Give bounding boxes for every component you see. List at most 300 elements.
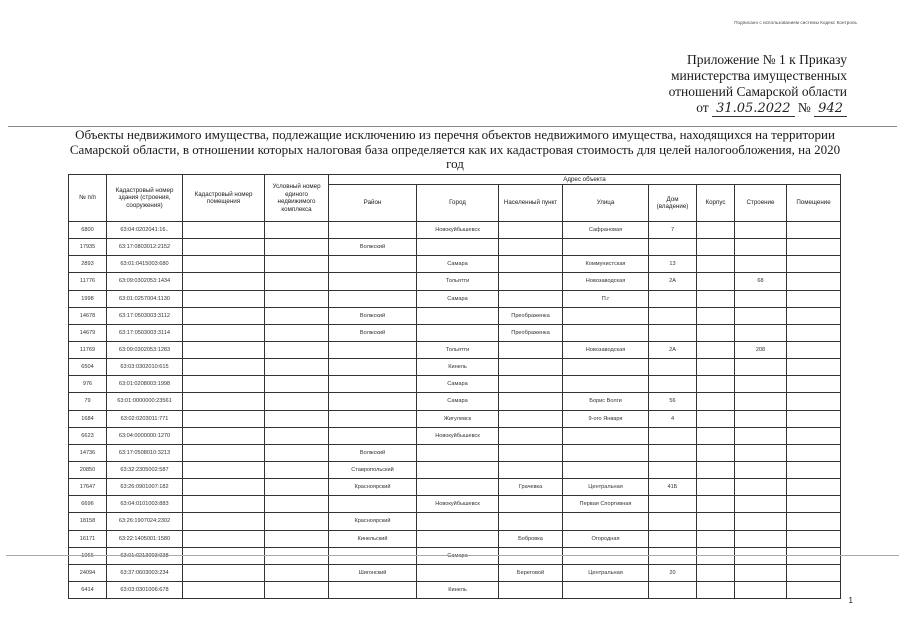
table-row: [69, 427, 841, 444]
cell-city: Новокуйбышевск: [417, 496, 499, 513]
cell-room-cad: [183, 444, 265, 461]
cell-building: [735, 513, 787, 530]
cell-corpus: [697, 461, 735, 478]
cell-corpus: [697, 564, 735, 581]
header-address: Адрес объекта: [329, 175, 841, 185]
cell-room: [787, 256, 841, 273]
cell-n: 11776: [69, 273, 107, 290]
cell-cond: [265, 256, 329, 273]
cell-building: [735, 564, 787, 581]
table-row: [69, 393, 841, 410]
cell-n: 1998: [69, 290, 107, 307]
cell-house: [649, 307, 697, 324]
cell-cad: 63:22:1405001:1580: [107, 530, 183, 547]
cell-n: 976: [69, 376, 107, 393]
cell-street: П.г: [563, 290, 649, 307]
cell-room: [787, 239, 841, 256]
cell-district: [329, 359, 417, 376]
cell-settlement: Бобровка: [499, 530, 563, 547]
cell-house: 4: [649, 410, 697, 427]
cell-settlement: [499, 444, 563, 461]
cell-city: Тольятти: [417, 273, 499, 290]
cell-cad: 63:04:0202041:16..: [107, 222, 183, 239]
cell-street: Бoрис Волги: [563, 393, 649, 410]
cell-cad: 63:17:0508010:3213: [107, 444, 183, 461]
cell-city: [417, 530, 499, 547]
cell-house: 56: [649, 393, 697, 410]
cell-room-cad: [183, 324, 265, 341]
header-corpus: Корпус: [697, 185, 735, 222]
table-body: [69, 222, 841, 599]
cell-city: Кинель: [417, 581, 499, 598]
cell-building: [735, 461, 787, 478]
cell-room-cad: [183, 427, 265, 444]
cell-cad: 63:04:0000000:1270: [107, 427, 183, 444]
cell-building: 68: [735, 273, 787, 290]
cell-settlement: [499, 581, 563, 598]
cell-room: [787, 273, 841, 290]
table-row: [69, 359, 841, 376]
cell-building: [735, 222, 787, 239]
header-district: Район: [329, 185, 417, 222]
cell-room-cad: [183, 530, 265, 547]
cell-cond: [265, 359, 329, 376]
cell-cad: 63:01:0213003:938: [107, 547, 183, 564]
table-row: [69, 307, 841, 324]
cell-settlement: Береговой: [499, 564, 563, 581]
cell-street: [563, 427, 649, 444]
cell-room-cad: [183, 341, 265, 358]
cell-building: [735, 307, 787, 324]
cell-room: [787, 359, 841, 376]
cell-city: [417, 461, 499, 478]
cell-settlement: [499, 427, 563, 444]
cell-cond: [265, 307, 329, 324]
cell-building: [735, 324, 787, 341]
cell-cad: 63:03:0302010:615: [107, 359, 183, 376]
cell-cond: [265, 513, 329, 530]
cell-street: Центральная: [563, 564, 649, 581]
cell-corpus: [697, 239, 735, 256]
cell-building: [735, 444, 787, 461]
cell-district: [329, 256, 417, 273]
cell-building: [735, 479, 787, 496]
cell-city: [417, 479, 499, 496]
cell-building: [735, 290, 787, 307]
cell-cad: 63:01:0257004:1130: [107, 290, 183, 307]
cell-cad: 63:01:0000000:23561: [107, 393, 183, 410]
table-row: [69, 496, 841, 513]
cell-cond: [265, 222, 329, 239]
cell-settlement: [499, 513, 563, 530]
signature-watermark: Подписано с использованием системы Кодекс Контроль: [734, 20, 857, 25]
cell-room-cad: [183, 376, 265, 393]
cell-street: [563, 307, 649, 324]
cell-n: 20850: [69, 461, 107, 478]
objects-table: [68, 174, 841, 599]
cell-n: 79: [69, 393, 107, 410]
table-row: [69, 410, 841, 427]
cell-city: Самара: [417, 290, 499, 307]
cell-building: [735, 427, 787, 444]
cell-cond: [265, 341, 329, 358]
number-label: №: [797, 100, 811, 115]
cell-room: [787, 341, 841, 358]
cell-corpus: [697, 273, 735, 290]
cell-street: [563, 324, 649, 341]
cell-house: [649, 581, 697, 598]
cell-cad: 63:26:0901007:182: [107, 479, 183, 496]
cell-room-cad: [183, 359, 265, 376]
cell-street: [563, 359, 649, 376]
cell-corpus: [697, 393, 735, 410]
cell-room-cad: [183, 461, 265, 478]
cell-house: [649, 376, 697, 393]
cell-n: 1684: [69, 410, 107, 427]
header-house: Дом (владение): [649, 185, 697, 222]
cell-corpus: [697, 307, 735, 324]
cell-city: [417, 513, 499, 530]
cell-city: Самара: [417, 393, 499, 410]
cell-n: 1066: [69, 547, 107, 564]
header-building: Строение: [735, 185, 787, 222]
cell-room: [787, 581, 841, 598]
cell-corpus: [697, 530, 735, 547]
appendix-line-1: Приложение № 1 к Приказу: [686, 52, 847, 67]
cell-cad: 63:01:0208003:1998: [107, 376, 183, 393]
cell-street: [563, 444, 649, 461]
table-row: [69, 324, 841, 341]
cell-room-cad: [183, 410, 265, 427]
cell-cond: [265, 410, 329, 427]
cell-city: Самара: [417, 376, 499, 393]
cell-corpus: [697, 513, 735, 530]
appendix-line-2: министерства имущественных: [671, 68, 847, 83]
cell-house: 2А: [649, 273, 697, 290]
cell-cond: [265, 290, 329, 307]
cell-settlement: [499, 393, 563, 410]
cell-room: [787, 496, 841, 513]
cell-settlement: [499, 359, 563, 376]
cell-street: [563, 513, 649, 530]
appendix-line-3: отношений Самарской области: [668, 84, 847, 99]
cell-district: [329, 427, 417, 444]
cell-cond: [265, 564, 329, 581]
cell-n: 14678: [69, 307, 107, 324]
cell-building: [735, 410, 787, 427]
cell-street: 9-ого Января: [563, 410, 649, 427]
table-row: [69, 222, 841, 239]
cell-cad: 63:09:0302053:1283: [107, 341, 183, 358]
cell-room-cad: [183, 290, 265, 307]
cell-n: 11769: [69, 341, 107, 358]
cell-n: 14736: [69, 444, 107, 461]
cell-district: Волжский: [329, 444, 417, 461]
cell-city: Тольятти: [417, 341, 499, 358]
cell-room: [787, 513, 841, 530]
cell-cond: [265, 393, 329, 410]
table-row: [69, 290, 841, 307]
cell-house: [649, 427, 697, 444]
cell-settlement: [499, 256, 563, 273]
table-row: [69, 479, 841, 496]
cell-city: Самара: [417, 256, 499, 273]
cell-street: [563, 376, 649, 393]
cell-room: [787, 307, 841, 324]
cell-house: [649, 324, 697, 341]
cell-house: [649, 530, 697, 547]
cell-room: [787, 444, 841, 461]
cell-n: 17935: [69, 239, 107, 256]
header-room: Помещение: [787, 185, 841, 222]
cell-street: Первая Спортивная: [563, 496, 649, 513]
cell-room-cad: [183, 393, 265, 410]
cell-n: 6414: [69, 581, 107, 598]
cell-cond: [265, 496, 329, 513]
cell-district: [329, 581, 417, 598]
appendix-header: [669, 52, 847, 117]
cell-room-cad: [183, 256, 265, 273]
cell-building: [735, 376, 787, 393]
cell-street: [563, 239, 649, 256]
cell-n: 18158: [69, 513, 107, 530]
cell-district: [329, 341, 417, 358]
cell-building: [735, 581, 787, 598]
cell-corpus: [697, 581, 735, 598]
cell-cond: [265, 479, 329, 496]
cell-house: [649, 496, 697, 513]
table-row: [69, 461, 841, 478]
cell-street: Центральная: [563, 479, 649, 496]
cell-district: Ставропольский: [329, 461, 417, 478]
cell-n: 24094: [69, 564, 107, 581]
cell-building: [735, 496, 787, 513]
cell-room-cad: [183, 581, 265, 598]
cell-district: [329, 222, 417, 239]
cell-cond: [265, 273, 329, 290]
cell-city: Жигулевск: [417, 410, 499, 427]
cell-settlement: [499, 341, 563, 358]
cell-district: [329, 290, 417, 307]
cell-house: [649, 444, 697, 461]
cell-house: 13: [649, 256, 697, 273]
cell-district: Красноярский: [329, 479, 417, 496]
header-num: № п/п: [69, 175, 107, 222]
cell-street: [563, 581, 649, 598]
cell-district: [329, 410, 417, 427]
cell-district: Кинельский: [329, 530, 417, 547]
cell-room: [787, 564, 841, 581]
header-building-cadastral: Кадастровый номер здания (строения, сооружения): [107, 175, 183, 222]
cell-cad: 63:17:0803012:2152: [107, 239, 183, 256]
cell-street: Сафрановая: [563, 222, 649, 239]
cell-corpus: [697, 341, 735, 358]
cell-city: Кинель: [417, 359, 499, 376]
cell-settlement: [499, 273, 563, 290]
cell-settlement: Преображенка: [499, 324, 563, 341]
cell-cad: 63:37:0603003:234: [107, 564, 183, 581]
bottom-divider: [6, 555, 899, 556]
cell-room-cad: [183, 307, 265, 324]
cell-cond: [265, 427, 329, 444]
cell-cad: 63:32:2305002:587: [107, 461, 183, 478]
cell-house: [649, 290, 697, 307]
cell-cond: [265, 444, 329, 461]
cell-house: [649, 239, 697, 256]
cell-district: [329, 496, 417, 513]
cell-district: [329, 376, 417, 393]
cell-corpus: [697, 410, 735, 427]
cell-settlement: [499, 496, 563, 513]
cell-n: 2893: [69, 256, 107, 273]
cell-building: 208: [735, 341, 787, 358]
cell-room: [787, 427, 841, 444]
cell-building: [735, 239, 787, 256]
order-number: 942: [814, 101, 847, 117]
cell-room: [787, 410, 841, 427]
cell-building: [735, 393, 787, 410]
cell-cad: 63:01:0415003:680: [107, 256, 183, 273]
cell-room-cad: [183, 496, 265, 513]
cell-house: [649, 513, 697, 530]
cell-room-cad: [183, 222, 265, 239]
header-room-cadastral: Кадастровый номер помещения: [183, 175, 265, 222]
cell-corpus: [697, 222, 735, 239]
cell-room: [787, 376, 841, 393]
cell-cond: [265, 324, 329, 341]
cell-settlement: [499, 239, 563, 256]
cell-n: 17647: [69, 479, 107, 496]
table-row: [69, 341, 841, 358]
cell-city: [417, 564, 499, 581]
cell-house: 2А: [649, 341, 697, 358]
cell-district: [329, 393, 417, 410]
cell-district: [329, 273, 417, 290]
cell-n: 6800: [69, 222, 107, 239]
cell-settlement: [499, 410, 563, 427]
cell-city: Новокуйбышевск: [417, 222, 499, 239]
cell-room: [787, 324, 841, 341]
cell-corpus: [697, 479, 735, 496]
cell-corpus: [697, 290, 735, 307]
cell-corpus: [697, 359, 735, 376]
header-street: Улица: [563, 185, 649, 222]
cell-district: Шигонский: [329, 564, 417, 581]
cell-corpus: [697, 376, 735, 393]
cell-n: 14679: [69, 324, 107, 341]
cell-cad: 63:03:0301006:678: [107, 581, 183, 598]
cell-settlement: [499, 461, 563, 478]
cell-cad: 63:17:0503003:3112: [107, 307, 183, 324]
header-settlement: Населенный пункт: [499, 185, 563, 222]
cell-room: [787, 479, 841, 496]
page-number: 1: [848, 596, 853, 605]
header-conditional-number: Условный номер единого недвижимого комплекса: [265, 175, 329, 222]
cell-building: [735, 530, 787, 547]
cell-district: Волжский: [329, 324, 417, 341]
cell-street: Новозаводская: [563, 341, 649, 358]
cell-city: [417, 239, 499, 256]
cell-room: [787, 530, 841, 547]
cell-cond: [265, 581, 329, 598]
cell-house: 7: [649, 222, 697, 239]
cell-n: 6696: [69, 496, 107, 513]
table-row: [69, 273, 841, 290]
document-title: Объекты недвижимого имущества, подлежащие исключению из перечня объектов недвижимого имущества, находящихся на территории Самарской области, в отношении которых налоговая база определяется как их кадастровая стоимость для целей налогообложения, на 2020 год: [69, 127, 841, 171]
cell-cond: [265, 376, 329, 393]
cell-settlement: Преображенка: [499, 307, 563, 324]
cell-city: [417, 444, 499, 461]
cell-settlement: Грачевка: [499, 479, 563, 496]
table-row: [69, 564, 841, 581]
cell-street: Огородная: [563, 530, 649, 547]
table-row: [69, 239, 841, 256]
cell-cond: [265, 461, 329, 478]
header-city: Город: [417, 185, 499, 222]
cell-district: Волжский: [329, 239, 417, 256]
cell-cad: 63:17:0503003:3114: [107, 324, 183, 341]
cell-cad: 63:26:1907024:2302: [107, 513, 183, 530]
cell-room-cad: [183, 513, 265, 530]
cell-n: 6504: [69, 359, 107, 376]
cell-room: [787, 222, 841, 239]
table-row: [69, 530, 841, 547]
cell-room: [787, 393, 841, 410]
cell-settlement: [499, 222, 563, 239]
cell-building: [735, 256, 787, 273]
cell-house: 41Б: [649, 479, 697, 496]
cell-room-cad: [183, 564, 265, 581]
cell-house: [649, 359, 697, 376]
table-row: [69, 581, 841, 598]
cell-house: 20: [649, 564, 697, 581]
cell-cond: [265, 530, 329, 547]
cell-corpus: [697, 496, 735, 513]
cell-city: [417, 307, 499, 324]
cell-corpus: [697, 444, 735, 461]
cell-city: [417, 324, 499, 341]
cell-settlement: [499, 290, 563, 307]
cell-settlement: [499, 376, 563, 393]
table-row: [69, 376, 841, 393]
cell-cond: [265, 239, 329, 256]
order-date-number: [669, 100, 847, 117]
table-row: [69, 444, 841, 461]
cell-cad: 63:02:0203011:771: [107, 410, 183, 427]
cell-n: 6623: [69, 427, 107, 444]
cell-corpus: [697, 427, 735, 444]
cell-district: Волжский: [329, 307, 417, 324]
cell-cad: 63:04:0101003:883: [107, 496, 183, 513]
cell-street: Новозаводская: [563, 273, 649, 290]
from-label: от: [696, 100, 709, 115]
cell-corpus: [697, 324, 735, 341]
cell-street: Коммунистская: [563, 256, 649, 273]
order-date: 31.05.2022: [712, 101, 794, 117]
cell-n: 16171: [69, 530, 107, 547]
cell-district: Красноярский: [329, 513, 417, 530]
cell-city: Самара: [417, 547, 499, 564]
cell-corpus: [697, 256, 735, 273]
cell-room-cad: [183, 479, 265, 496]
table-row: [69, 256, 841, 273]
cell-city: Новокуйбышевск: [417, 427, 499, 444]
cell-room-cad: [183, 273, 265, 290]
cell-room: [787, 461, 841, 478]
cell-cad: 63:09:0302053:1434: [107, 273, 183, 290]
cell-room-cad: [183, 239, 265, 256]
cell-building: [735, 359, 787, 376]
